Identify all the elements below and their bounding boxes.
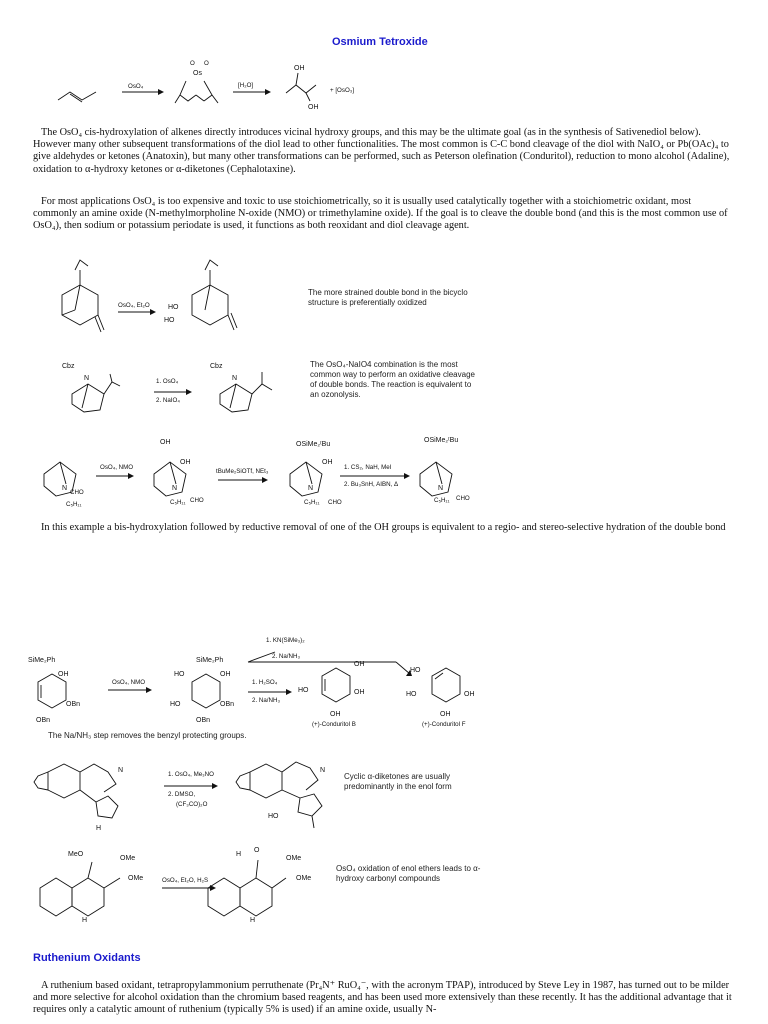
svg-text:C₅H₁₁: C₅H₁₁ (434, 497, 450, 504)
svg-text:SiMe₂Ph: SiMe₂Ph (28, 657, 56, 664)
svg-text:OH: OH (354, 689, 365, 696)
note-benzyl: The Na/NH₃ step removes the benzyl protecting groups. (48, 731, 247, 740)
svg-text:H: H (82, 917, 88, 924)
svg-text:1. H₂SO₄: 1. H₂SO₄ (252, 679, 278, 686)
svg-text:N: N (84, 375, 90, 382)
svg-text:HO: HO (170, 701, 181, 708)
paragraph-1: The OsO₄ cis-hydroxylation of alkenes directly introduces vicinal hydroxy groups, and this may be the ultimate goal (as in the synthesis of Sativenediol below). However many other subsequent transformations of the diol lead to other functionalities. The most common is C-C bond cleavage of the diol with NaIO₄ or Pb(OAc)₄ to give aldehydes or ketones (Anatoxin), but many other transformations can be performed, such as Peterson olefination (Conduritol), reduction to mono alcohol (Adaline), oxidation to α-hydroxy ketones or α-diketones (Cephalotaxine). (33, 127, 730, 175)
svg-text:SiMe₂Ph: SiMe₂Ph (196, 657, 224, 664)
svg-text:Cbz: Cbz (210, 363, 223, 370)
svg-text:OsO₄, NMO: OsO₄, NMO (100, 464, 134, 471)
svg-text:HO: HO (168, 304, 179, 311)
scheme-enol (0, 844, 768, 924)
scheme-conduritol (0, 632, 768, 728)
svg-text:OH: OH (294, 65, 305, 72)
svg-text:H: H (236, 851, 242, 858)
svg-text:OH: OH (220, 671, 231, 678)
svg-text:OMe: OMe (120, 855, 136, 862)
svg-text:OH: OH (322, 459, 333, 466)
scheme-adaline (0, 432, 768, 512)
svg-text:OsO₄: OsO₄ (128, 83, 144, 90)
svg-text:OH: OH (58, 671, 69, 678)
svg-text:+ [OsO₃]: + [OsO₃] (330, 87, 355, 94)
paragraph-4: A ruthenium based oxidant, tetrapropylammonium perruthenate (Pr₄N⁺ RuO₄⁻, with the acronym TPAP), introduced by Steve Ley in 1987, has turned out to be milder and more selective for alcohol oxidation than the chromium based reagents, and has been used more extensively than these recently. It has the additional advantage that it requires only a catalytic amount of ruthenium (typically 5% is used) if an amine oxide, usually N- (33, 980, 732, 1016)
svg-text:N: N (172, 485, 178, 492)
ruthenium-heading: Ruthenium Oxidants (33, 952, 141, 964)
svg-text:OsO₄, NMO: OsO₄, NMO (112, 679, 146, 686)
svg-text:OBn: OBn (66, 701, 81, 708)
svg-text:OH: OH (180, 459, 191, 466)
svg-text:CHO: CHO (190, 497, 204, 504)
paragraph-2: For most applications OsO₄ is too expensive and toxic to use stoichiometrically, so it is usually used catalytically together with a stoichiometric oxidant, most commonly an amine oxide (N-methylmorpholine N-oxide (NMO) or trimethylamine oxide). If the goal is to cleave the double bond (and this is the most common use of OsO₄), then sodium or potassium periodate is used, it functions as both reoxidant and diol cleavage agent. (33, 196, 728, 232)
svg-text:1. OsO₄, Me₃NO: 1. OsO₄, Me₃NO (168, 771, 214, 778)
svg-text:CHO: CHO (328, 499, 342, 506)
svg-text:2. DMSO,: 2. DMSO, (168, 791, 196, 798)
svg-text:OBn: OBn (196, 717, 211, 724)
svg-text:OH: OH (160, 439, 171, 446)
svg-text:OSiMe₂ᵗBu: OSiMe₂ᵗBu (296, 441, 331, 448)
svg-text:OsO₄, Et₂O: OsO₄, Et₂O (118, 302, 150, 309)
svg-text:1. OsO₄: 1. OsO₄ (156, 378, 179, 385)
svg-text:OH: OH (440, 711, 451, 718)
svg-text:C₅H₁₁: C₅H₁₁ (66, 501, 82, 508)
svg-text:Os: Os (193, 70, 202, 77)
svg-text:H: H (96, 825, 102, 832)
svg-text:(CF₃CO)₂O: (CF₃CO)₂O (176, 801, 208, 808)
svg-text:OH: OH (308, 104, 319, 111)
paragraph-3: In this example a bis-hydroxylation followed by reductive removal of one of the OH groups is equivalent to a regio- and stereo-selective hydration of the double bond (41, 522, 726, 533)
scheme-cephalotaxine (0, 752, 768, 832)
svg-text:MeO: MeO (68, 851, 84, 858)
svg-text:1. KN(SiMe₃)₂: 1. KN(SiMe₃)₂ (266, 637, 305, 644)
svg-text:2. Na/NH₃: 2. Na/NH₃ (272, 653, 300, 660)
svg-text:OH: OH (464, 691, 475, 698)
note-naio4: The OsO₄-NaIO4 combination is the most common way to perform an oxidative cleavage of double bonds. The reaction is equivalent to an ozonolysis. (310, 360, 475, 399)
svg-text:N: N (118, 767, 124, 774)
svg-text:O: O (254, 847, 260, 854)
svg-text:OMe: OMe (286, 855, 302, 862)
svg-text:H: H (250, 917, 256, 924)
svg-text:2. Bu₃SnH, AIBN, Δ: 2. Bu₃SnH, AIBN, Δ (344, 481, 399, 488)
svg-text:HO: HO (298, 687, 309, 694)
svg-text:OBn: OBn (36, 717, 51, 724)
svg-text:HO: HO (174, 671, 185, 678)
svg-text:2. NaIO₄: 2. NaIO₄ (156, 397, 180, 404)
svg-text:HO: HO (410, 667, 421, 674)
svg-text:Cbz: Cbz (62, 363, 75, 370)
svg-text:OH: OH (330, 711, 341, 718)
svg-text:N: N (438, 485, 444, 492)
svg-text:HO: HO (164, 317, 175, 324)
svg-text:CHO: CHO (70, 489, 84, 496)
scheme-osmylation (0, 55, 768, 115)
svg-text:HO: HO (406, 691, 417, 698)
svg-text:HO: HO (268, 813, 279, 820)
svg-text:OsO₄, Et₂O, H₂S: OsO₄, Et₂O, H₂S (162, 877, 209, 884)
svg-text:N: N (308, 485, 314, 492)
svg-text:CHO: CHO (456, 495, 470, 502)
svg-text:O: O (204, 60, 209, 67)
svg-text:tBuMe₂SiOTf, NEt₃: tBuMe₂SiOTf, NEt₃ (216, 468, 269, 475)
svg-text:2. Na/NH₃: 2. Na/NH₃ (252, 697, 280, 704)
svg-text:OSiMe₂ᵗBu: OSiMe₂ᵗBu (424, 437, 459, 444)
svg-text:O: O (190, 60, 195, 67)
svg-text:(+)-Conduritol F: (+)-Conduritol F (422, 721, 466, 728)
svg-text:[H₂O]: [H₂O] (238, 82, 254, 89)
svg-text:OMe: OMe (128, 875, 144, 882)
svg-text:C₅H₁₁: C₅H₁₁ (304, 499, 320, 506)
svg-text:(+)-Conduritol B: (+)-Conduritol B (312, 721, 356, 728)
note-diketone: Cyclic α-diketones are usually predominantly in the enol form (344, 772, 452, 791)
svg-text:N: N (62, 485, 68, 492)
note-strained: The more strained double bond in the bicyclo structure is preferentially oxidized (308, 288, 468, 307)
svg-text:OH: OH (354, 661, 365, 668)
svg-text:OMe: OMe (296, 875, 312, 882)
svg-text:N: N (320, 767, 326, 774)
svg-text:OBn: OBn (220, 701, 235, 708)
svg-text:C₅H₁₁: C₅H₁₁ (170, 499, 186, 506)
note-enol: OsO₄ oxidation of enol ethers leads to α-hydroxy carbonyl compounds (336, 864, 481, 883)
osmium-heading: Osmium Tetroxide (332, 36, 428, 48)
svg-text:N: N (232, 375, 238, 382)
svg-text:1. CS₂, NaH, MeI: 1. CS₂, NaH, MeI (344, 464, 392, 471)
